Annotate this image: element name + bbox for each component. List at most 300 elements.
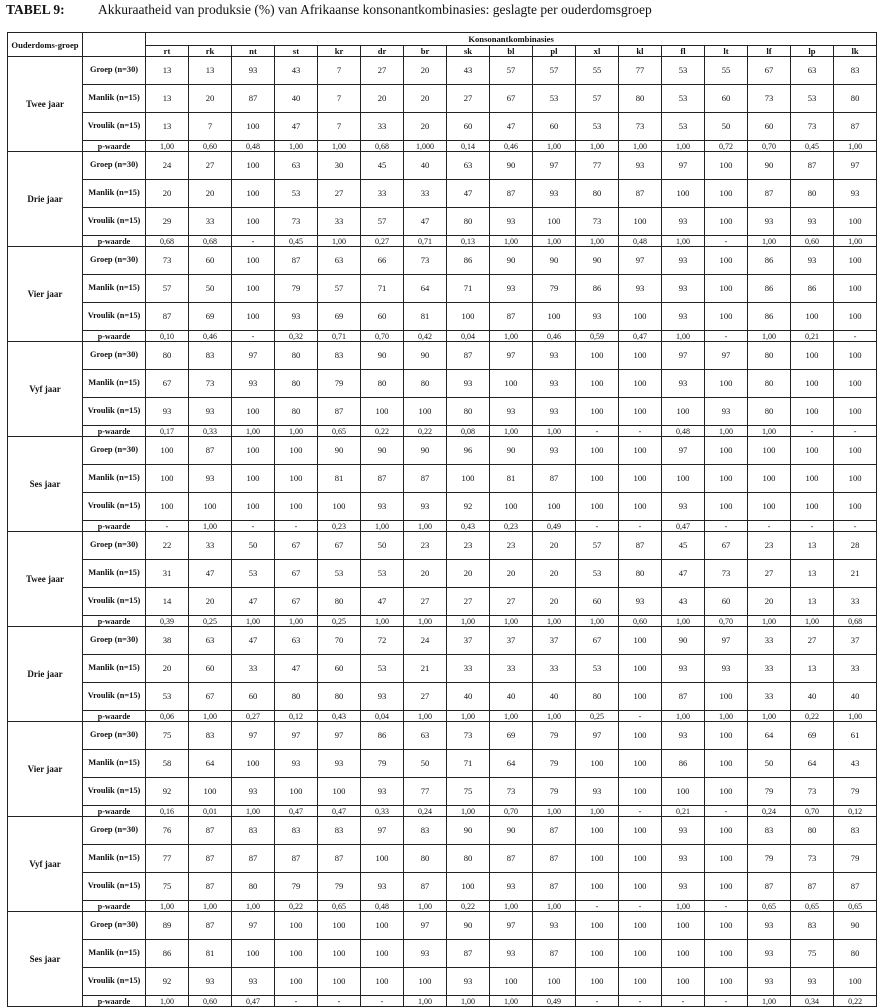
cell-xl: 73: [576, 208, 619, 236]
cell-pl: 1,00: [533, 141, 576, 152]
cell-pl: 20: [533, 532, 576, 560]
table-row: [8, 778, 877, 806]
cell-rk: 73: [189, 370, 232, 398]
cell-lf: 79: [748, 778, 791, 806]
cell-dr: 53: [361, 560, 404, 588]
subgroup-label: Vroulik (n=15): [83, 778, 146, 806]
subgroup-label: Manlik (n=15): [83, 940, 146, 968]
age-group-label: Ses jaar: [8, 437, 83, 532]
cell-sk: 0,14: [447, 141, 490, 152]
cell-st: 87: [275, 247, 318, 275]
cell-kl: 100: [619, 493, 662, 521]
cell-kl: 0,48: [619, 236, 662, 247]
cell-fl: 93: [662, 208, 705, 236]
cell-nt: 97: [232, 342, 275, 370]
cell-xl: 60: [576, 588, 619, 616]
cell-fl: 93: [662, 655, 705, 683]
cell-st: 100: [275, 940, 318, 968]
cell-fl: 100: [662, 465, 705, 493]
cell-lk: 79: [834, 778, 877, 806]
cell-br: 80: [404, 845, 447, 873]
table-row: [8, 493, 877, 521]
cell-nt: 93: [232, 370, 275, 398]
cell-nt: 0,48: [232, 141, 275, 152]
subgroup-label: Vroulik (n=15): [83, 113, 146, 141]
cell-sk: 100: [447, 303, 490, 331]
cell-lk: 0,65: [834, 901, 877, 912]
cell-sk: 63: [447, 152, 490, 180]
cell-kl: -: [619, 426, 662, 437]
cell-pl: 79: [533, 722, 576, 750]
cell-nt: 100: [232, 398, 275, 426]
cell-rt: 22: [146, 532, 189, 560]
cell-kr: 83: [318, 817, 361, 845]
cell-nt: 1,00: [232, 616, 275, 627]
cell-br: 80: [404, 370, 447, 398]
cell-rt: 86: [146, 940, 189, 968]
cell-bl: 87: [490, 180, 533, 208]
cell-sk: 0,22: [447, 901, 490, 912]
cell-xl: 67: [576, 627, 619, 655]
cell-kl: 100: [619, 750, 662, 778]
cell-bl: 97: [490, 342, 533, 370]
cell-rt: 75: [146, 873, 189, 901]
cell-lt: 100: [705, 247, 748, 275]
cell-rt: 0,17: [146, 426, 189, 437]
p-value-label: p-waarde: [83, 711, 146, 722]
cell-st: 100: [275, 493, 318, 521]
cell-fl: 93: [662, 275, 705, 303]
cell-lp: 100: [791, 437, 834, 465]
cell-xl: 53: [576, 113, 619, 141]
cell-st: 67: [275, 588, 318, 616]
cell-br: 0,24: [404, 806, 447, 817]
p-value-label: p-waarde: [83, 521, 146, 532]
cell-rk: 93: [189, 968, 232, 996]
cell-lf: 93: [748, 968, 791, 996]
age-group-label: Ses jaar: [8, 912, 83, 1007]
cell-lf: 93: [748, 940, 791, 968]
cell-lt: 100: [705, 968, 748, 996]
cell-bl: 100: [490, 968, 533, 996]
cell-lf: 64: [748, 722, 791, 750]
cell-st: 73: [275, 208, 318, 236]
cell-lp: 87: [791, 873, 834, 901]
cell-bl: 0,46: [490, 141, 533, 152]
cell-kl: 100: [619, 208, 662, 236]
cell-lf: 87: [748, 180, 791, 208]
cell-lp: 13: [791, 560, 834, 588]
cell-dr: 79: [361, 750, 404, 778]
cell-lt: 55: [705, 57, 748, 85]
subgroup-label: Vroulik (n=15): [83, 873, 146, 901]
cell-dr: 33: [361, 180, 404, 208]
cell-nt: 1,00: [232, 901, 275, 912]
cell-br: 27: [404, 588, 447, 616]
cell-lk: 0,12: [834, 806, 877, 817]
cell-rt: 0,39: [146, 616, 189, 627]
combo-header-bl: bl: [490, 46, 533, 57]
cell-lp: 13: [791, 588, 834, 616]
cell-lk: 1,00: [834, 141, 877, 152]
cell-nt: 97: [232, 912, 275, 940]
cell-lp: 73: [791, 113, 834, 141]
cell-lt: -: [705, 521, 748, 532]
cell-lt: -: [705, 901, 748, 912]
cell-lf: 0,70: [748, 141, 791, 152]
cell-kr: 0,71: [318, 331, 361, 342]
cell-st: 100: [275, 437, 318, 465]
cell-fl: 1,00: [662, 616, 705, 627]
cell-lf: 80: [748, 398, 791, 426]
cell-kr: 80: [318, 683, 361, 711]
cell-pl: 79: [533, 750, 576, 778]
cell-st: 80: [275, 370, 318, 398]
cell-lk: 97: [834, 152, 877, 180]
cell-lk: 80: [834, 85, 877, 113]
cell-rt: 76: [146, 817, 189, 845]
table-row: [8, 152, 877, 180]
cell-dr: 80: [361, 370, 404, 398]
table-row: [8, 845, 877, 873]
cell-pl: 93: [533, 912, 576, 940]
cell-lf: 33: [748, 627, 791, 655]
cell-dr: 50: [361, 532, 404, 560]
cell-bl: 47: [490, 113, 533, 141]
cell-dr: 100: [361, 968, 404, 996]
cell-lk: 100: [834, 968, 877, 996]
cell-kr: 0,47: [318, 806, 361, 817]
cell-lp: 13: [791, 532, 834, 560]
cell-sk: 0,43: [447, 521, 490, 532]
cell-st: 79: [275, 275, 318, 303]
cell-lk: 43: [834, 750, 877, 778]
cell-br: 1,00: [404, 616, 447, 627]
subgroup-label: Groep (n=30): [83, 437, 146, 465]
cell-xl: 0,59: [576, 331, 619, 342]
cell-sk: 100: [447, 465, 490, 493]
cell-nt: 83: [232, 817, 275, 845]
cell-kl: 100: [619, 778, 662, 806]
cell-bl: 1,00: [490, 711, 533, 722]
cell-lp: 0,45: [791, 141, 834, 152]
cell-rt: 20: [146, 655, 189, 683]
cell-rt: 13: [146, 57, 189, 85]
cell-pl: 87: [533, 845, 576, 873]
cell-nt: 50: [232, 532, 275, 560]
cell-fl: 93: [662, 722, 705, 750]
cell-lt: 67: [705, 532, 748, 560]
cell-lt: 0,72: [705, 141, 748, 152]
cell-rt: 89: [146, 912, 189, 940]
p-value-row: [8, 426, 877, 437]
cell-kl: -: [619, 521, 662, 532]
cell-nt: 87: [232, 845, 275, 873]
cell-kl: 87: [619, 532, 662, 560]
cell-kr: 0,43: [318, 711, 361, 722]
cell-xl: 100: [576, 465, 619, 493]
cell-lp: 83: [791, 912, 834, 940]
cell-rt: 87: [146, 303, 189, 331]
cell-sk: 93: [447, 968, 490, 996]
cell-pl: 100: [533, 493, 576, 521]
cell-kl: 1,00: [619, 141, 662, 152]
cell-st: 100: [275, 778, 318, 806]
cell-dr: 90: [361, 437, 404, 465]
cell-fl: 100: [662, 180, 705, 208]
cell-rk: 0,25: [189, 616, 232, 627]
cell-kl: 73: [619, 113, 662, 141]
table-row: [8, 275, 877, 303]
cell-rt: 57: [146, 275, 189, 303]
cell-br: 87: [404, 465, 447, 493]
cell-dr: 0,33: [361, 806, 404, 817]
cell-lp: 69: [791, 722, 834, 750]
cell-st: 80: [275, 342, 318, 370]
cell-kr: 90: [318, 437, 361, 465]
cell-rt: 75: [146, 722, 189, 750]
cell-rt: 13: [146, 113, 189, 141]
cell-rk: 83: [189, 722, 232, 750]
table-row: [8, 342, 877, 370]
subgroup-label: Vroulik (n=15): [83, 683, 146, 711]
cell-dr: 100: [361, 912, 404, 940]
cell-xl: 100: [576, 750, 619, 778]
cell-pl: 93: [533, 437, 576, 465]
cell-lf: 93: [748, 208, 791, 236]
cell-kr: 7: [318, 85, 361, 113]
cell-bl: 37: [490, 627, 533, 655]
cell-lt: 73: [705, 560, 748, 588]
cell-xl: -: [576, 996, 619, 1007]
cell-kr: 7: [318, 113, 361, 141]
cell-lp: 0,60: [791, 236, 834, 247]
cell-rk: 7: [189, 113, 232, 141]
cell-fl: 1,00: [662, 901, 705, 912]
cell-lt: 100: [705, 683, 748, 711]
cell-lk: 100: [834, 275, 877, 303]
cell-fl: 1,00: [662, 141, 705, 152]
cell-br: 100: [404, 968, 447, 996]
cell-br: 21: [404, 655, 447, 683]
cell-lf: 1,00: [748, 331, 791, 342]
cell-br: 1,00: [404, 996, 447, 1007]
cell-lt: 100: [705, 493, 748, 521]
cell-lp: 93: [791, 208, 834, 236]
cell-br: 50: [404, 750, 447, 778]
cell-nt: 0,27: [232, 711, 275, 722]
cell-bl: 1,00: [490, 236, 533, 247]
cell-bl: 23: [490, 532, 533, 560]
cell-lf: 27: [748, 560, 791, 588]
cell-lt: 100: [705, 817, 748, 845]
cell-lt: 93: [705, 398, 748, 426]
cell-rk: 100: [189, 778, 232, 806]
cell-pl: 97: [533, 152, 576, 180]
cell-bl: 20: [490, 560, 533, 588]
subgroup-label: Groep (n=30): [83, 532, 146, 560]
table-row: [8, 940, 877, 968]
cell-xl: -: [576, 901, 619, 912]
cell-bl: 73: [490, 778, 533, 806]
cell-bl: 33: [490, 655, 533, 683]
table-row: [8, 873, 877, 901]
table-number: TABEL 9:: [6, 2, 65, 17]
cell-rk: 1,00: [189, 711, 232, 722]
cell-xl: -: [576, 521, 619, 532]
cell-nt: 100: [232, 180, 275, 208]
cell-lf: 100: [748, 437, 791, 465]
cell-xl: 1,00: [576, 616, 619, 627]
cell-bl: 87: [490, 303, 533, 331]
cell-rk: 0,68: [189, 236, 232, 247]
cell-bl: 67: [490, 85, 533, 113]
cell-lk: 83: [834, 817, 877, 845]
cell-lf: 100: [748, 493, 791, 521]
p-value-label: p-waarde: [83, 616, 146, 627]
cell-br: 63: [404, 722, 447, 750]
cell-xl: 57: [576, 532, 619, 560]
cell-dr: 45: [361, 152, 404, 180]
table-row: [8, 627, 877, 655]
cell-pl: 0,49: [533, 521, 576, 532]
p-value-row: [8, 616, 877, 627]
cell-bl: 1,00: [490, 616, 533, 627]
cell-lk: 79: [834, 845, 877, 873]
cell-pl: 100: [533, 208, 576, 236]
cell-rt: 92: [146, 778, 189, 806]
cell-nt: 100: [232, 247, 275, 275]
cell-lp: 100: [791, 342, 834, 370]
cell-lp: 64: [791, 750, 834, 778]
cell-fl: 100: [662, 398, 705, 426]
cell-kr: 87: [318, 845, 361, 873]
combo-header-kl: kl: [619, 46, 662, 57]
cell-sk: 92: [447, 493, 490, 521]
subgroup-label: Manlik (n=15): [83, 845, 146, 873]
cell-kr: 100: [318, 778, 361, 806]
cell-xl: 0,25: [576, 711, 619, 722]
cell-nt: 87: [232, 85, 275, 113]
cell-pl: 93: [533, 398, 576, 426]
cell-nt: 47: [232, 627, 275, 655]
cell-dr: 20: [361, 85, 404, 113]
cell-st: 93: [275, 750, 318, 778]
table-row: [8, 465, 877, 493]
cell-fl: 53: [662, 113, 705, 141]
cell-br: 97: [404, 912, 447, 940]
subgroup-label: Groep (n=30): [83, 627, 146, 655]
cell-pl: 1,00: [533, 616, 576, 627]
consonant-combinations-header: Konsonantkombinasies: [146, 33, 877, 46]
cell-pl: 0,49: [533, 996, 576, 1007]
cell-rt: 29: [146, 208, 189, 236]
cell-sk: 1,00: [447, 616, 490, 627]
cell-lk: 100: [834, 398, 877, 426]
p-value-row: [8, 806, 877, 817]
cell-kl: 80: [619, 85, 662, 113]
cell-xl: 90: [576, 247, 619, 275]
cell-xl: 1,00: [576, 141, 619, 152]
cell-lp: 80: [791, 817, 834, 845]
cell-kl: 100: [619, 627, 662, 655]
cell-rt: 80: [146, 342, 189, 370]
cell-st: -: [275, 521, 318, 532]
cell-nt: 100: [232, 437, 275, 465]
cell-st: 0,22: [275, 901, 318, 912]
cell-br: 100: [404, 398, 447, 426]
cell-lf: 1,00: [748, 426, 791, 437]
cell-lk: 100: [834, 342, 877, 370]
cell-pl: 100: [533, 303, 576, 331]
combo-header-lt: lt: [705, 46, 748, 57]
cell-kl: 100: [619, 817, 662, 845]
cell-dr: 93: [361, 873, 404, 901]
cell-sk: 27: [447, 85, 490, 113]
cell-kl: -: [619, 996, 662, 1007]
cell-xl: 100: [576, 370, 619, 398]
cell-br: 0,71: [404, 236, 447, 247]
cell-xl: 55: [576, 57, 619, 85]
cell-kl: 0,60: [619, 616, 662, 627]
combo-header-nt: nt: [232, 46, 275, 57]
cell-pl: 57: [533, 57, 576, 85]
combo-header-kr: kr: [318, 46, 361, 57]
cell-kl: -: [619, 711, 662, 722]
cell-br: 77: [404, 778, 447, 806]
subgroup-label: Manlik (n=15): [83, 180, 146, 208]
table-row: [8, 208, 877, 236]
age-group-header: Ouderdoms-groep: [8, 33, 83, 57]
table-row: [8, 85, 877, 113]
consonant-cluster-table: [7, 32, 877, 1007]
cell-lf: 60: [748, 113, 791, 141]
cell-br: 24: [404, 627, 447, 655]
cell-bl: 1,00: [490, 426, 533, 437]
cell-lk: 40: [834, 683, 877, 711]
cell-lk: 87: [834, 113, 877, 141]
cell-sk: 96: [447, 437, 490, 465]
cell-kr: 100: [318, 968, 361, 996]
cell-lf: 86: [748, 247, 791, 275]
cell-nt: 100: [232, 465, 275, 493]
cell-lp: 27: [791, 627, 834, 655]
cell-xl: 53: [576, 655, 619, 683]
table-row: [8, 817, 877, 845]
cell-st: 1,00: [275, 616, 318, 627]
cell-br: 20: [404, 57, 447, 85]
cell-lt: 1,00: [705, 711, 748, 722]
cell-kl: 100: [619, 845, 662, 873]
cell-rk: 64: [189, 750, 232, 778]
cell-dr: 27: [361, 57, 404, 85]
cell-lk: 21: [834, 560, 877, 588]
cell-lp: 100: [791, 465, 834, 493]
cell-rt: 73: [146, 247, 189, 275]
cell-nt: 47: [232, 588, 275, 616]
cell-lf: 67: [748, 57, 791, 85]
cell-bl: 100: [490, 493, 533, 521]
cell-lk: 28: [834, 532, 877, 560]
cell-pl: 93: [533, 180, 576, 208]
cell-lf: 93: [748, 912, 791, 940]
cell-kl: 0,47: [619, 331, 662, 342]
cell-sk: 80: [447, 208, 490, 236]
subgroup-label: Groep (n=30): [83, 57, 146, 85]
cell-br: 1,00: [404, 901, 447, 912]
cell-rt: 1,00: [146, 996, 189, 1007]
cell-sk: 71: [447, 275, 490, 303]
